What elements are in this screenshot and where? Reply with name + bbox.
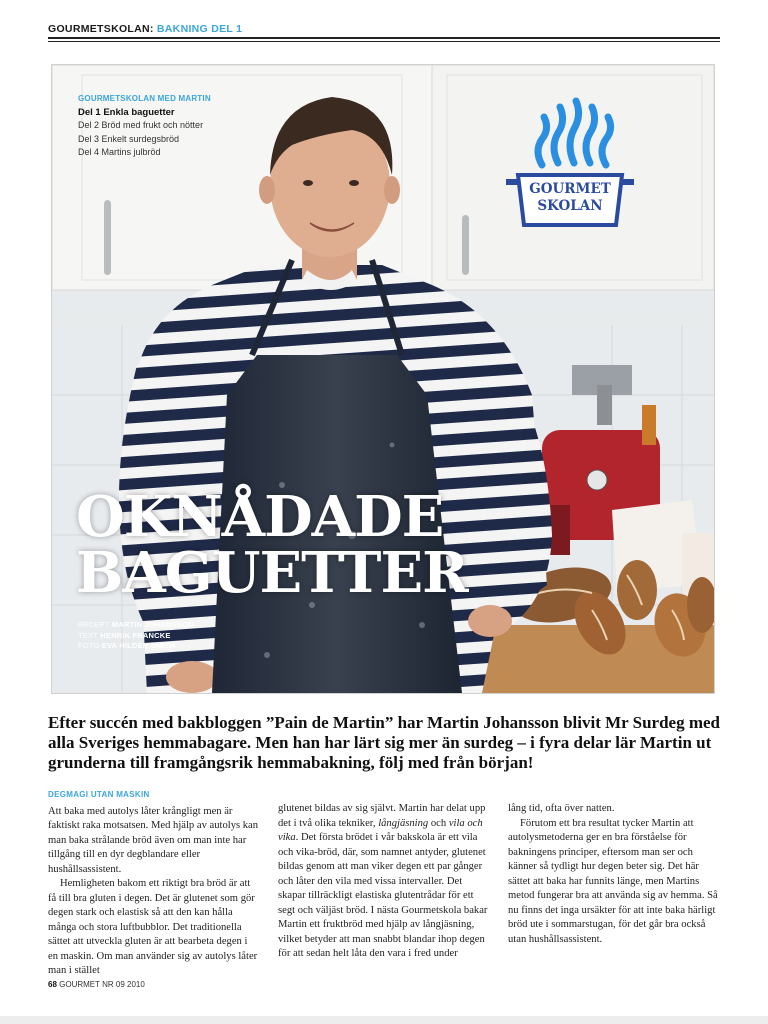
credit-label: FOTO [78,641,100,650]
logo-text [520,181,620,215]
bottom-strip [0,1016,768,1024]
credit-line [78,641,194,652]
series-item: Del 4 Martins julbröd [78,147,161,157]
credits [78,620,194,652]
headline-line-2: BAGUETTER [76,540,468,606]
emphasis: vila och vika [278,817,483,843]
series-list [78,92,211,160]
body-column-1 [48,788,260,979]
credit-name: MARTIN JOHANSSON [111,620,194,629]
headline-line-1: OKNÅDADE [76,484,444,550]
body-paragraph: Förutom ett bra resultat tycker Martin att autolysmetoderna ger en bra förståelse för bakningens principer, eftersom man ser och känner så tydligt hur degen beter sig. Det här sättet att baka har funnits länge, men Martins metod fungerar bra att använda sig av hemma. Så nu finns det inga ursäkter för att inte baka härligt bröd ute i sommarstugan, för det går bra också utan hushållsassistent. [508,817,718,945]
gourmetskolan-logo [500,93,640,233]
body-column-3 [508,802,720,947]
series-item: Del 2 Bröd med frukt och nötter [78,120,204,130]
credit-label: RECEPT [78,620,110,629]
series-kicker: GOURMETSKOLAN MED MARTIN [78,94,211,103]
hero-photo [52,65,714,693]
lead-paragraph: Efter succén med bakbloggen ”Pain de Martin” har Martin Johansson blivit Mr Surdeg med alla Sveriges hemmabagare. Men han har lärt sig mer än surdeg – i fyra delar lär Martin ut grunderna till framgångsrik hemmabakning, följ med från början! [48,713,720,772]
logo-line-1: GOURMET [529,181,611,197]
publication-info: GOURMET NR 09 2010 [59,980,145,989]
header-rule-thin [48,41,720,42]
credit-line [78,620,194,631]
credit-name: EVA HILDÉN SMITH [101,641,175,650]
text-run: glutenet bildas av sig självt. Martin har delat upp det i två olika tekniker, [278,803,486,829]
series-item: Del 1 Enkla baguetter [78,106,175,118]
headline [76,484,468,606]
folio [48,980,145,989]
text-run: och [428,817,449,829]
credit-label: TEXT [78,630,98,640]
credit-line [78,631,194,642]
logo-line-2: SKOLAN [537,198,603,214]
series-item: Del 3 Enkelt surdegsbröd [78,133,180,144]
body-paragraph: lång tid, ofta över natten. [508,803,615,814]
body-paragraph: Hemligheten bakom ett riktigt bra bröd är att få till bra gluten i degen. Det är glutenet som gör degen stark och elastisk så att den kan hålla många och stora luftbubblor. Det traditionella sättet att utveckla gluten är att bearbeta degen i en maskin. Om man använder sig av autolys låter man i stället [48,878,258,976]
page-number: 68 [48,980,57,989]
text-run: . Det första brödet i vår bakskola är ett vila och vika-bröd, där, som namnet antyder, glutenet bildas genom att man viker degen ett par gånger och låter den vila med vissa intervaller. Det skapar tillräckligt elastiska glutentrådar för ett segt och väljäst bröd. I nästa Gourmetskola bakar Martin ett fruktbröd med hjälp av långjäsning, vilket betyder att man snabbt blandar ihop degen för att sedan helt låta den vara i fred under [278,832,488,959]
header-rule [48,37,720,39]
subsection-label: BAKNING DEL 1 [156,23,243,35]
emphasis: långjäsning [378,817,429,829]
credit-name: HENRIK FRANCKE [100,630,171,640]
body-paragraph: Att baka med autolys låter krångligt men är faktiskt raka motsatsen. Med hjälp av autolys kan man baka strålande bröd även om man inte har tillgång till en dyr degblandare eller hushållsassistent. [48,805,259,875]
body-column-2 [278,802,490,962]
running-head [48,23,242,35]
section-label: GOURMETSKOLAN: [48,23,154,35]
body-paragraph [278,802,490,962]
body-subhead: DEGMAGI UTAN MASKIN [48,790,150,799]
